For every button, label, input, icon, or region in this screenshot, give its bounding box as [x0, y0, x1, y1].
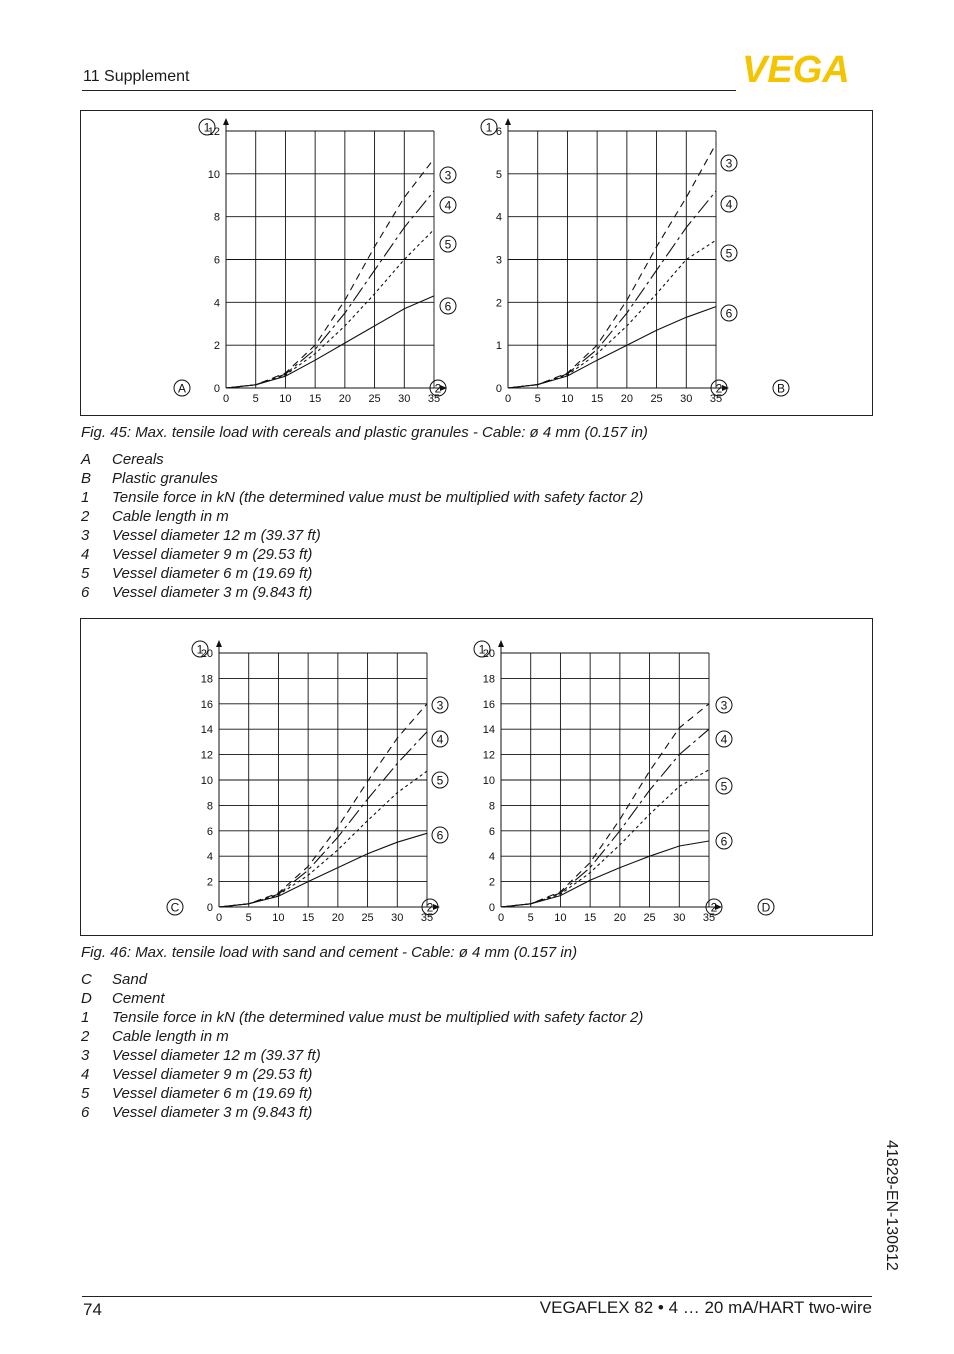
- figure-45-caption: Fig. 45: Max. tensile load with cereals and plastic granules - Cable: ø 4 mm (0.157 in): [81, 424, 648, 441]
- page-number: 74: [83, 1300, 102, 1319]
- x-tick-label: 25: [368, 393, 381, 405]
- legend-item: [81, 564, 643, 583]
- series-marker-5-text: 5: [444, 237, 452, 252]
- series-marker-4: [716, 731, 732, 747]
- y-tick-label: 2: [495, 297, 502, 310]
- logo-text: VEGA: [742, 52, 850, 86]
- x-tick-label: 10: [279, 393, 292, 405]
- legend-key: 5: [81, 565, 90, 582]
- y-tick-label: 2: [206, 876, 213, 889]
- y-tick-label: 6: [495, 126, 502, 138]
- x-tick-label: 30: [398, 393, 411, 405]
- x-tick-label: 10: [554, 912, 567, 924]
- y-tick-label: 2: [488, 876, 495, 889]
- series-marker-4-text: 4: [725, 197, 733, 212]
- y-tick-label: 4: [488, 851, 495, 864]
- legend-item: [81, 1065, 643, 1084]
- legend-item: [81, 450, 643, 469]
- x-tick-label: 25: [643, 912, 656, 924]
- legend-text: Tensile force in kN (the determined value must be multiplied with safety factor 2): [112, 1009, 644, 1026]
- legend-item: [81, 488, 643, 507]
- x-tick-label: 30: [391, 912, 404, 924]
- y-axis-marker-text: 1: [196, 642, 204, 657]
- series-marker-6: [716, 833, 732, 849]
- legend-item: [81, 583, 643, 602]
- y-axis-marker: [481, 119, 497, 135]
- legend-text: Tensile force in kN (the determined value must be multiplied with safety factor 2): [112, 489, 644, 506]
- x-tick-label: 35: [702, 912, 716, 924]
- legend-key: 5: [81, 1085, 90, 1102]
- x-tick-label: 0: [222, 393, 230, 405]
- y-tick-label: 4: [495, 211, 502, 224]
- y-axis-marker-text: 1: [485, 120, 493, 135]
- x-tick-label: 35: [709, 393, 723, 405]
- x-tick-label: 15: [302, 912, 315, 924]
- figure-46-legend: [81, 970, 643, 1122]
- panel-letter-C-text: C: [170, 900, 180, 915]
- series-marker-4-text: 4: [444, 198, 452, 213]
- x-tick-label: 15: [309, 393, 322, 405]
- legend-text: Vessel diameter 3 m (9.843 ft): [112, 1104, 313, 1121]
- x-axis-marker-text: 2: [434, 381, 442, 396]
- panel-letter-D-text: D: [761, 900, 771, 915]
- series-marker-6-text: 6: [720, 834, 728, 849]
- legend-item: [81, 507, 643, 526]
- legend-text: Vessel diameter 9 m (29.53 ft): [112, 546, 313, 563]
- header-rule: [82, 90, 736, 91]
- legend-text: Vessel diameter 12 m (39.37 ft): [112, 1047, 321, 1064]
- series-marker-3: [716, 697, 732, 713]
- x-axis-arrow: [722, 385, 729, 391]
- x-tick-label: 5: [245, 912, 252, 924]
- legend-item: [81, 1008, 643, 1027]
- legend-key: D: [81, 990, 92, 1007]
- legend-key: 4: [81, 546, 90, 563]
- y-tick-label: 14: [482, 724, 495, 737]
- y-tick-label: 16: [200, 698, 213, 711]
- y-tick-label: 6: [213, 254, 220, 267]
- legend-text: Vessel diameter 3 m (9.843 ft): [112, 584, 313, 601]
- y-tick-label: 14: [200, 724, 213, 737]
- y-axis-arrow: [505, 118, 511, 125]
- y-tick-label: 16: [482, 698, 495, 711]
- series-marker-5: [721, 245, 737, 261]
- legend-text: Cement: [112, 990, 165, 1007]
- y-tick-label: 2: [213, 340, 220, 353]
- y-tick-label: 6: [488, 825, 495, 838]
- y-tick-label: 4: [213, 297, 220, 310]
- legend-item: [81, 970, 643, 989]
- y-tick-label: 18: [482, 673, 495, 686]
- series-marker-6-text: 6: [436, 828, 444, 843]
- series-marker-5: [716, 778, 732, 794]
- legend-text: Vessel diameter 6 m (19.69 ft): [112, 1085, 313, 1102]
- series-marker-6: [721, 305, 737, 321]
- legend-key: 3: [81, 1047, 90, 1064]
- legend-text: Plastic granules: [112, 470, 218, 487]
- y-tick-label: 12: [207, 126, 220, 138]
- x-tick-label: 0: [497, 912, 505, 924]
- x-tick-label: 20: [613, 912, 626, 924]
- series-marker-5-text: 5: [436, 773, 444, 788]
- series-marker-6-text: 6: [444, 299, 452, 314]
- series-marker-3-text: 3: [444, 168, 452, 183]
- y-tick-label: 18: [200, 673, 213, 686]
- series-marker-4-text: 4: [436, 732, 444, 747]
- legend-key: 1: [81, 489, 90, 506]
- legend-key: A: [81, 451, 92, 468]
- y-tick-label: 8: [206, 800, 213, 813]
- chart-plastic-granules: [81, 111, 872, 415]
- x-tick-label: 0: [504, 393, 512, 405]
- figure-45-box: [80, 110, 873, 416]
- legend-item: [81, 469, 643, 488]
- x-tick-label: 30: [673, 912, 686, 924]
- panel-letter-A-text: A: [177, 381, 187, 396]
- legend-key: 4: [81, 1066, 90, 1083]
- x-tick-label: 20: [338, 393, 351, 405]
- legend-item: [81, 1084, 643, 1103]
- series-marker-5-text: 5: [720, 779, 728, 794]
- x-tick-label: 35: [427, 393, 441, 405]
- legend-key: 2: [81, 1028, 90, 1045]
- legend-text: Vessel diameter 9 m (29.53 ft): [112, 1066, 313, 1083]
- chart-cement: [81, 619, 872, 935]
- x-tick-label: 10: [561, 393, 574, 405]
- legend-item: [81, 1027, 643, 1046]
- panel-letter-B-text: B: [776, 381, 786, 396]
- figure-46-caption: Fig. 46: Max. tensile load with sand and cement - Cable: ø 4 mm (0.157 in): [81, 944, 578, 961]
- series-marker-3-text: 3: [720, 698, 728, 713]
- y-tick-label: 20: [200, 648, 213, 660]
- legend-text: Cable length in m: [112, 1028, 229, 1045]
- series-line-3: [508, 144, 716, 388]
- document-id: 41829-EN-130612: [883, 1140, 900, 1271]
- x-axis-marker-text: 2: [715, 381, 723, 396]
- x-tick-label: 25: [650, 393, 663, 405]
- y-tick-label: 8: [213, 211, 220, 224]
- legend-key: 6: [81, 1104, 90, 1121]
- y-tick-label: 0: [213, 383, 220, 395]
- legend-key: C: [81, 971, 92, 988]
- y-axis-marker-text: 1: [478, 642, 486, 657]
- y-tick-label: 10: [200, 775, 213, 787]
- y-tick-label: 3: [495, 254, 502, 267]
- legend-key: 1: [81, 1009, 90, 1026]
- series-line-5: [501, 770, 709, 907]
- x-tick-label: 5: [527, 912, 534, 924]
- y-tick-label: 8: [488, 800, 495, 813]
- series-marker-4: [721, 196, 737, 212]
- y-tick-label: 10: [482, 775, 495, 787]
- series-line-4: [508, 191, 716, 388]
- x-axis-marker-text: 2: [426, 900, 434, 915]
- legend-item: [81, 1046, 643, 1065]
- y-tick-label: 5: [495, 168, 502, 181]
- panel-letter-D: [758, 899, 774, 915]
- y-tick-label: 4: [206, 851, 213, 864]
- figure-45-legend: [81, 450, 643, 602]
- x-tick-label: 35: [420, 912, 434, 924]
- y-axis-marker-text: 1: [203, 120, 211, 135]
- series-marker-3: [721, 155, 737, 171]
- panel-letter-B: [773, 380, 789, 396]
- legend-item: [81, 526, 643, 545]
- y-tick-label: 6: [206, 825, 213, 838]
- y-tick-label: 10: [207, 168, 220, 181]
- y-tick-label: 0: [206, 902, 213, 914]
- y-axis-arrow: [498, 640, 504, 647]
- legend-item: [81, 1103, 643, 1122]
- x-axis-marker-text: 2: [710, 900, 718, 915]
- series-marker-6-text: 6: [725, 306, 733, 321]
- footer-rule: [82, 1296, 872, 1297]
- x-tick-label: 20: [331, 912, 344, 924]
- legend-text: Sand: [112, 971, 148, 988]
- x-tick-label: 30: [680, 393, 693, 405]
- series-line-4: [501, 729, 709, 907]
- x-tick-label: 5: [252, 393, 259, 405]
- y-tick-label: 0: [495, 383, 502, 395]
- y-tick-label: 20: [482, 648, 495, 660]
- legend-text: Vessel diameter 12 m (39.37 ft): [112, 527, 321, 544]
- legend-key: 3: [81, 527, 90, 544]
- x-tick-label: 15: [584, 912, 597, 924]
- legend-text: Cable length in m: [112, 508, 229, 525]
- y-tick-label: 0: [488, 902, 495, 914]
- x-tick-label: 15: [591, 393, 604, 405]
- legend-item: [81, 545, 643, 564]
- legend-key: 2: [81, 508, 90, 525]
- x-tick-label: 5: [534, 393, 541, 405]
- series-line-6: [508, 307, 716, 388]
- x-tick-label: 10: [272, 912, 285, 924]
- series-marker-5-text: 5: [725, 246, 733, 261]
- legend-text: Cereals: [112, 451, 164, 468]
- x-tick-label: 20: [620, 393, 633, 405]
- y-tick-label: 12: [482, 749, 495, 762]
- legend-item: [81, 989, 643, 1008]
- legend-text: Vessel diameter 6 m (19.69 ft): [112, 565, 313, 582]
- legend-key: 6: [81, 584, 90, 601]
- series-marker-3-text: 3: [725, 156, 733, 171]
- series-marker-4-text: 4: [720, 732, 728, 747]
- y-tick-label: 12: [200, 749, 213, 762]
- section-title: 11 Supplement: [83, 68, 190, 85]
- y-tick-label: 1: [495, 340, 502, 353]
- vega-logo: [742, 52, 874, 91]
- figure-46-box: [80, 618, 873, 936]
- product-name: VEGAFLEX 82 • 4 … 20 mA/HART two-wire: [539, 1298, 872, 1317]
- x-tick-label: 0: [215, 912, 223, 924]
- x-tick-label: 25: [361, 912, 374, 924]
- series-line-6: [501, 841, 709, 907]
- series-marker-3-text: 3: [436, 698, 444, 713]
- legend-key: B: [81, 470, 92, 487]
- series-line-5: [508, 240, 716, 388]
